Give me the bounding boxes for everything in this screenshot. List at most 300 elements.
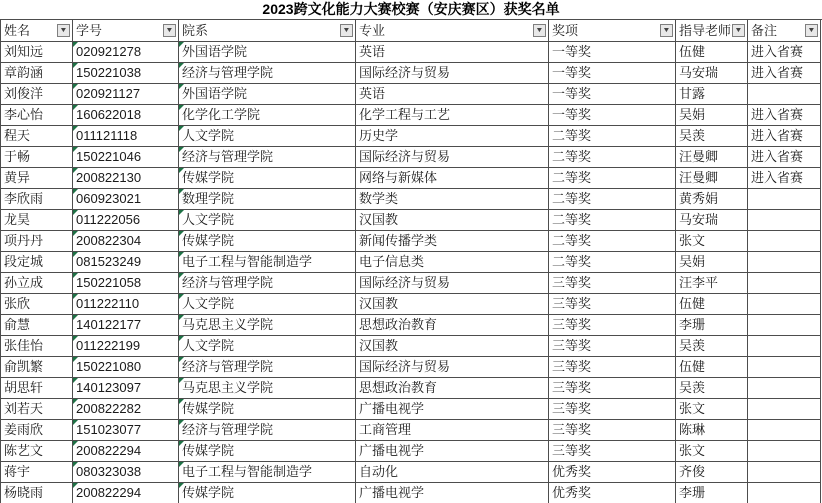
cell-text: 一等奖 bbox=[552, 65, 592, 80]
filter-dropdown-button[interactable] bbox=[533, 24, 546, 37]
cell-student_id[interactable] bbox=[73, 315, 179, 336]
cell-text: 经济与管理学院 bbox=[182, 275, 274, 290]
cell-text: 200822294 bbox=[76, 443, 142, 458]
cell-text: 刘若天 bbox=[4, 401, 44, 416]
cell-text: 章韵涵 bbox=[4, 65, 44, 80]
cell-text: 龙昊 bbox=[4, 212, 31, 227]
table-row bbox=[1, 462, 821, 483]
cell-name[interactable] bbox=[1, 315, 73, 336]
cell-text: 张佳怡 bbox=[4, 338, 44, 353]
cell-text: 齐俊 bbox=[679, 464, 706, 479]
chevron-down-icon: ▼ bbox=[342, 27, 351, 34]
cell-award[interactable] bbox=[549, 336, 676, 357]
cell-text: 马克思主义学院 bbox=[182, 317, 274, 332]
cell-student_id[interactable] bbox=[73, 378, 179, 399]
filter-dropdown-button[interactable] bbox=[340, 24, 353, 37]
cell-text: 一等奖 bbox=[552, 107, 592, 122]
cell-text: 李珊 bbox=[679, 485, 706, 500]
cell-advisor[interactable] bbox=[676, 378, 748, 399]
cell-advisor[interactable] bbox=[676, 210, 748, 231]
cell-name[interactable] bbox=[1, 105, 73, 126]
cell-department[interactable] bbox=[179, 126, 356, 147]
cell-text: 三等奖 bbox=[552, 317, 592, 332]
cell-text: 经济与管理学院 bbox=[182, 422, 274, 437]
cell-student_id[interactable] bbox=[73, 441, 179, 462]
cell-text: 化学化工学院 bbox=[182, 107, 261, 122]
header-label: 奖项 bbox=[552, 23, 579, 38]
cell-text: 三等奖 bbox=[552, 359, 592, 374]
cell-text: 段定城 bbox=[4, 254, 44, 269]
cell-department[interactable] bbox=[179, 483, 356, 503]
cell-department[interactable] bbox=[179, 147, 356, 168]
cell-text: 优秀奖 bbox=[552, 485, 592, 500]
cell-text: 传媒学院 bbox=[182, 401, 235, 416]
cell-advisor[interactable] bbox=[676, 105, 748, 126]
header-cell-major[interactable] bbox=[356, 20, 549, 42]
cell-remark[interactable] bbox=[748, 63, 821, 84]
cell-major[interactable] bbox=[356, 42, 549, 63]
cell-text: 二等奖 bbox=[552, 191, 592, 206]
cell-major[interactable] bbox=[356, 105, 549, 126]
cell-text: 姜雨欣 bbox=[4, 422, 44, 437]
cell-award[interactable] bbox=[549, 231, 676, 252]
cell-name[interactable] bbox=[1, 168, 73, 189]
cell-award[interactable] bbox=[549, 84, 676, 105]
cell-student_id[interactable] bbox=[73, 252, 179, 273]
header-label: 指导老师 bbox=[679, 23, 732, 38]
awards-table bbox=[0, 19, 822, 503]
cell-text: 200822130 bbox=[76, 170, 142, 185]
cell-text: 电子信息类 bbox=[359, 254, 425, 269]
cell-name[interactable] bbox=[1, 63, 73, 84]
cell-student_id[interactable] bbox=[73, 483, 179, 503]
cell-major[interactable] bbox=[356, 231, 549, 252]
cell-text: 广播电视学 bbox=[359, 443, 425, 458]
cell-department[interactable] bbox=[179, 42, 356, 63]
table-row bbox=[1, 315, 821, 336]
cell-name[interactable] bbox=[1, 420, 73, 441]
cell-award[interactable] bbox=[549, 294, 676, 315]
cell-text: 二等奖 bbox=[552, 233, 592, 248]
cell-text: 二等奖 bbox=[552, 170, 592, 185]
filter-dropdown-button[interactable] bbox=[660, 24, 673, 37]
cell-award[interactable] bbox=[549, 378, 676, 399]
cell-remark[interactable] bbox=[748, 399, 821, 420]
cell-major[interactable] bbox=[356, 189, 549, 210]
table-row bbox=[1, 294, 821, 315]
cell-text: 网络与新媒体 bbox=[359, 170, 438, 185]
cell-department[interactable] bbox=[179, 294, 356, 315]
cell-award[interactable] bbox=[549, 315, 676, 336]
cell-text: 经济与管理学院 bbox=[182, 359, 274, 374]
cell-text: 化学工程与工艺 bbox=[359, 107, 451, 122]
cell-name[interactable] bbox=[1, 42, 73, 63]
cell-text: 200822304 bbox=[76, 233, 142, 248]
cell-text: 200822282 bbox=[76, 401, 142, 416]
cell-text: 进入省赛 bbox=[751, 170, 804, 185]
header-cell-name[interactable] bbox=[1, 20, 73, 42]
header-row bbox=[1, 20, 821, 42]
cell-remark[interactable] bbox=[748, 273, 821, 294]
cell-name[interactable] bbox=[1, 483, 73, 503]
cell-remark[interactable] bbox=[748, 231, 821, 252]
cell-text: 二等奖 bbox=[552, 149, 592, 164]
cell-award[interactable] bbox=[549, 441, 676, 462]
cell-advisor[interactable] bbox=[676, 147, 748, 168]
cell-remark[interactable] bbox=[748, 420, 821, 441]
cell-major[interactable] bbox=[356, 399, 549, 420]
cell-name[interactable] bbox=[1, 294, 73, 315]
header-cell-student-id[interactable] bbox=[73, 20, 179, 42]
cell-major[interactable] bbox=[356, 168, 549, 189]
header-cell-remark[interactable] bbox=[748, 20, 821, 42]
cell-award[interactable] bbox=[549, 462, 676, 483]
cell-remark[interactable] bbox=[748, 147, 821, 168]
cell-student_id[interactable] bbox=[73, 189, 179, 210]
cell-text: 进入省赛 bbox=[751, 149, 804, 164]
cell-advisor[interactable] bbox=[676, 483, 748, 503]
cell-text: 工商管理 bbox=[359, 422, 412, 437]
cell-remark[interactable] bbox=[748, 105, 821, 126]
cell-text: 三等奖 bbox=[552, 422, 592, 437]
cell-major[interactable] bbox=[356, 483, 549, 503]
cell-text: 011222199 bbox=[76, 338, 141, 353]
cell-text: 020921278 bbox=[76, 44, 142, 59]
cell-award[interactable] bbox=[549, 42, 676, 63]
cell-department[interactable] bbox=[179, 231, 356, 252]
cell-name[interactable] bbox=[1, 147, 73, 168]
cell-advisor[interactable] bbox=[676, 462, 748, 483]
cell-major[interactable] bbox=[356, 336, 549, 357]
cell-text: 电子工程与智能制造学 bbox=[182, 254, 313, 269]
cell-department[interactable] bbox=[179, 441, 356, 462]
cell-text: 进入省赛 bbox=[751, 128, 804, 143]
cell-text: 081523249 bbox=[76, 254, 142, 269]
cell-text: 150221046 bbox=[76, 149, 142, 164]
cell-student_id[interactable] bbox=[73, 105, 179, 126]
cell-department[interactable] bbox=[179, 273, 356, 294]
cell-department[interactable] bbox=[179, 189, 356, 210]
filter-dropdown-button[interactable] bbox=[732, 24, 745, 37]
cell-text: 伍健 bbox=[679, 296, 706, 311]
cell-text: 080323038 bbox=[76, 464, 142, 479]
cell-text: 经济与管理学院 bbox=[182, 65, 274, 80]
cell-text: 程天 bbox=[4, 128, 31, 143]
cell-name[interactable] bbox=[1, 336, 73, 357]
cell-text: 150221080 bbox=[76, 359, 142, 374]
cell-department[interactable] bbox=[179, 399, 356, 420]
cell-text: 马安瑞 bbox=[679, 212, 719, 227]
cell-name[interactable] bbox=[1, 273, 73, 294]
cell-award[interactable] bbox=[549, 147, 676, 168]
cell-text: 国际经济与贸易 bbox=[359, 65, 451, 80]
cell-major[interactable] bbox=[356, 420, 549, 441]
cell-text: 于畅 bbox=[4, 149, 31, 164]
cell-name[interactable] bbox=[1, 399, 73, 420]
cell-text: 外国语学院 bbox=[182, 44, 248, 59]
cell-name[interactable] bbox=[1, 126, 73, 147]
cell-remark[interactable] bbox=[748, 357, 821, 378]
cell-text: 进入省赛 bbox=[751, 44, 804, 59]
cell-student_id[interactable] bbox=[73, 168, 179, 189]
cell-major[interactable] bbox=[356, 147, 549, 168]
cell-award[interactable] bbox=[549, 399, 676, 420]
table-row bbox=[1, 63, 821, 84]
cell-student_id[interactable] bbox=[73, 231, 179, 252]
header-cell-award[interactable] bbox=[549, 20, 676, 42]
table-row bbox=[1, 399, 821, 420]
cell-remark[interactable] bbox=[748, 126, 821, 147]
cell-text: 张文 bbox=[679, 233, 706, 248]
cell-award[interactable] bbox=[549, 273, 676, 294]
cell-text: 020921127 bbox=[76, 86, 141, 101]
cell-text: 数学类 bbox=[359, 191, 399, 206]
cell-text: 吴羡 bbox=[679, 338, 706, 353]
cell-text: 吴羡 bbox=[679, 128, 706, 143]
cell-student_id[interactable] bbox=[73, 399, 179, 420]
cell-text: 国际经济与贸易 bbox=[359, 149, 451, 164]
cell-text: 二等奖 bbox=[552, 254, 592, 269]
filter-dropdown-button[interactable] bbox=[57, 24, 70, 37]
cell-text: 吴羡 bbox=[679, 380, 706, 395]
cell-text: 汉国教 bbox=[359, 212, 399, 227]
filter-dropdown-button[interactable] bbox=[163, 24, 176, 37]
table-row bbox=[1, 336, 821, 357]
cell-remark[interactable] bbox=[748, 210, 821, 231]
cell-text: 自动化 bbox=[359, 464, 399, 479]
cell-remark[interactable] bbox=[748, 294, 821, 315]
cell-student_id[interactable] bbox=[73, 273, 179, 294]
cell-remark[interactable] bbox=[748, 441, 821, 462]
table-body bbox=[1, 42, 822, 503]
cell-text: 进入省赛 bbox=[751, 65, 804, 80]
chevron-down-icon: ▼ bbox=[165, 27, 174, 34]
cell-remark[interactable] bbox=[748, 252, 821, 273]
cell-major[interactable] bbox=[356, 357, 549, 378]
cell-name[interactable] bbox=[1, 462, 73, 483]
cell-text: 俞慧 bbox=[4, 317, 31, 332]
cell-department[interactable] bbox=[179, 357, 356, 378]
table-row bbox=[1, 420, 821, 441]
cell-student_id[interactable] bbox=[73, 147, 179, 168]
cell-text: 张文 bbox=[679, 443, 706, 458]
header-label: 学号 bbox=[76, 23, 103, 38]
page-title: 2023跨文化能力大赛校赛（安庆赛区）获奖名单 bbox=[262, 1, 560, 17]
cell-advisor[interactable] bbox=[676, 336, 748, 357]
cell-department[interactable] bbox=[179, 420, 356, 441]
cell-major[interactable] bbox=[356, 441, 549, 462]
cell-text: 传媒学院 bbox=[182, 485, 235, 500]
cell-text: 进入省赛 bbox=[751, 107, 804, 122]
cell-advisor[interactable] bbox=[676, 252, 748, 273]
cell-name[interactable] bbox=[1, 441, 73, 462]
table-row bbox=[1, 483, 821, 503]
cell-advisor[interactable] bbox=[676, 399, 748, 420]
header-cell-department[interactable] bbox=[179, 20, 356, 42]
cell-student_id[interactable] bbox=[73, 84, 179, 105]
cell-text: 孙立成 bbox=[4, 275, 44, 290]
table-row bbox=[1, 378, 821, 399]
cell-advisor[interactable] bbox=[676, 63, 748, 84]
cell-text: 011121118 bbox=[76, 128, 138, 143]
cell-major[interactable] bbox=[356, 210, 549, 231]
cell-text: 150221058 bbox=[76, 275, 142, 290]
cell-remark[interactable] bbox=[748, 84, 821, 105]
cell-major[interactable] bbox=[356, 84, 549, 105]
cell-award[interactable] bbox=[549, 210, 676, 231]
cell-text: 汉国教 bbox=[359, 296, 399, 311]
cell-text: 汪曼卿 bbox=[679, 170, 719, 185]
cell-advisor[interactable] bbox=[676, 231, 748, 252]
cell-student_id[interactable] bbox=[73, 336, 179, 357]
cell-remark[interactable] bbox=[748, 378, 821, 399]
cell-remark[interactable] bbox=[748, 168, 821, 189]
cell-major[interactable] bbox=[356, 315, 549, 336]
cell-text: 二等奖 bbox=[552, 212, 592, 227]
cell-student_id[interactable] bbox=[73, 294, 179, 315]
cell-remark[interactable] bbox=[748, 42, 821, 63]
table-row bbox=[1, 252, 821, 273]
chevron-down-icon: ▼ bbox=[662, 27, 671, 34]
cell-advisor[interactable] bbox=[676, 84, 748, 105]
cell-text: 优秀奖 bbox=[552, 464, 592, 479]
cell-award[interactable] bbox=[549, 483, 676, 503]
cell-advisor[interactable] bbox=[676, 126, 748, 147]
header-cell-advisor[interactable] bbox=[676, 20, 748, 42]
cell-text: 三等奖 bbox=[552, 443, 592, 458]
cell-advisor[interactable] bbox=[676, 294, 748, 315]
cell-text: 汉国教 bbox=[359, 338, 399, 353]
cell-advisor[interactable] bbox=[676, 273, 748, 294]
cell-department[interactable] bbox=[179, 315, 356, 336]
cell-award[interactable] bbox=[549, 126, 676, 147]
cell-department[interactable] bbox=[179, 462, 356, 483]
cell-text: 李心怡 bbox=[4, 107, 44, 122]
cell-department[interactable] bbox=[179, 252, 356, 273]
cell-department[interactable] bbox=[179, 84, 356, 105]
table-row bbox=[1, 105, 821, 126]
cell-advisor[interactable] bbox=[676, 189, 748, 210]
cell-remark[interactable] bbox=[748, 315, 821, 336]
cell-student_id[interactable] bbox=[73, 420, 179, 441]
cell-text: 英语 bbox=[359, 86, 386, 101]
cell-advisor[interactable] bbox=[676, 441, 748, 462]
table-row bbox=[1, 441, 821, 462]
cell-award[interactable] bbox=[549, 63, 676, 84]
cell-text: 三等奖 bbox=[552, 275, 592, 290]
cell-text: 国际经济与贸易 bbox=[359, 359, 451, 374]
cell-department[interactable] bbox=[179, 63, 356, 84]
cell-department[interactable] bbox=[179, 105, 356, 126]
table-row bbox=[1, 189, 821, 210]
cell-text: 三等奖 bbox=[552, 296, 592, 311]
cell-name[interactable] bbox=[1, 378, 73, 399]
cell-major[interactable] bbox=[356, 63, 549, 84]
cell-text: 俞凯繁 bbox=[4, 359, 44, 374]
cell-text: 060923021 bbox=[76, 191, 142, 206]
header-label: 备注 bbox=[751, 23, 778, 38]
cell-advisor[interactable] bbox=[676, 357, 748, 378]
chevron-down-icon: ▼ bbox=[535, 27, 544, 34]
cell-text: 三等奖 bbox=[552, 401, 592, 416]
cell-advisor[interactable] bbox=[676, 315, 748, 336]
cell-major[interactable] bbox=[356, 252, 549, 273]
cell-name[interactable] bbox=[1, 357, 73, 378]
chevron-down-icon: ▼ bbox=[807, 27, 816, 34]
cell-text: 新闻传播学类 bbox=[359, 233, 438, 248]
cell-text: 胡思轩 bbox=[4, 380, 44, 395]
cell-name[interactable] bbox=[1, 252, 73, 273]
cell-advisor[interactable] bbox=[676, 420, 748, 441]
cell-major[interactable] bbox=[356, 273, 549, 294]
cell-award[interactable] bbox=[549, 420, 676, 441]
cell-department[interactable] bbox=[179, 336, 356, 357]
cell-award[interactable] bbox=[549, 105, 676, 126]
cell-student_id[interactable] bbox=[73, 42, 179, 63]
cell-award[interactable] bbox=[549, 252, 676, 273]
cell-text: 李欣雨 bbox=[4, 191, 44, 206]
cell-text: 刘知远 bbox=[4, 44, 44, 59]
header-label: 院系 bbox=[182, 23, 209, 38]
cell-text: 经济与管理学院 bbox=[182, 149, 274, 164]
cell-remark[interactable] bbox=[748, 189, 821, 210]
cell-student_id[interactable] bbox=[73, 210, 179, 231]
header-label: 专业 bbox=[359, 23, 386, 38]
filter-dropdown-button[interactable] bbox=[805, 24, 818, 37]
cell-department[interactable] bbox=[179, 378, 356, 399]
cell-text: 吴娟 bbox=[679, 107, 706, 122]
cell-text: 广播电视学 bbox=[359, 485, 425, 500]
table-row bbox=[1, 147, 821, 168]
cell-award[interactable] bbox=[549, 189, 676, 210]
cell-major[interactable] bbox=[356, 294, 549, 315]
cell-award[interactable] bbox=[549, 357, 676, 378]
cell-major[interactable] bbox=[356, 378, 549, 399]
cell-student_id[interactable] bbox=[73, 357, 179, 378]
cell-text: 011222110 bbox=[76, 296, 140, 311]
cell-remark[interactable] bbox=[748, 462, 821, 483]
cell-award[interactable] bbox=[549, 168, 676, 189]
table-row bbox=[1, 168, 821, 189]
table-row bbox=[1, 84, 821, 105]
cell-name[interactable] bbox=[1, 231, 73, 252]
cell-text: 人文学院 bbox=[182, 128, 235, 143]
cell-text: 160622018 bbox=[76, 107, 142, 122]
cell-text: 二等奖 bbox=[552, 128, 592, 143]
cell-name[interactable] bbox=[1, 210, 73, 231]
cell-text: 马克思主义学院 bbox=[182, 380, 274, 395]
cell-text: 张文 bbox=[679, 401, 706, 416]
cell-text: 传媒学院 bbox=[182, 170, 235, 185]
cell-major[interactable] bbox=[356, 462, 549, 483]
cell-student_id[interactable] bbox=[73, 63, 179, 84]
cell-major[interactable] bbox=[356, 126, 549, 147]
cell-student_id[interactable] bbox=[73, 462, 179, 483]
cell-remark[interactable] bbox=[748, 336, 821, 357]
cell-name[interactable] bbox=[1, 84, 73, 105]
table-row bbox=[1, 357, 821, 378]
cell-text: 杨晓雨 bbox=[4, 485, 44, 500]
cell-advisor[interactable] bbox=[676, 42, 748, 63]
cell-text: 汪曼卿 bbox=[679, 149, 719, 164]
cell-department[interactable] bbox=[179, 210, 356, 231]
cell-student_id[interactable] bbox=[73, 126, 179, 147]
cell-advisor[interactable] bbox=[676, 168, 748, 189]
cell-department[interactable] bbox=[179, 168, 356, 189]
cell-remark[interactable] bbox=[748, 483, 821, 503]
cell-name[interactable] bbox=[1, 189, 73, 210]
cell-text: 140122177 bbox=[76, 317, 142, 332]
